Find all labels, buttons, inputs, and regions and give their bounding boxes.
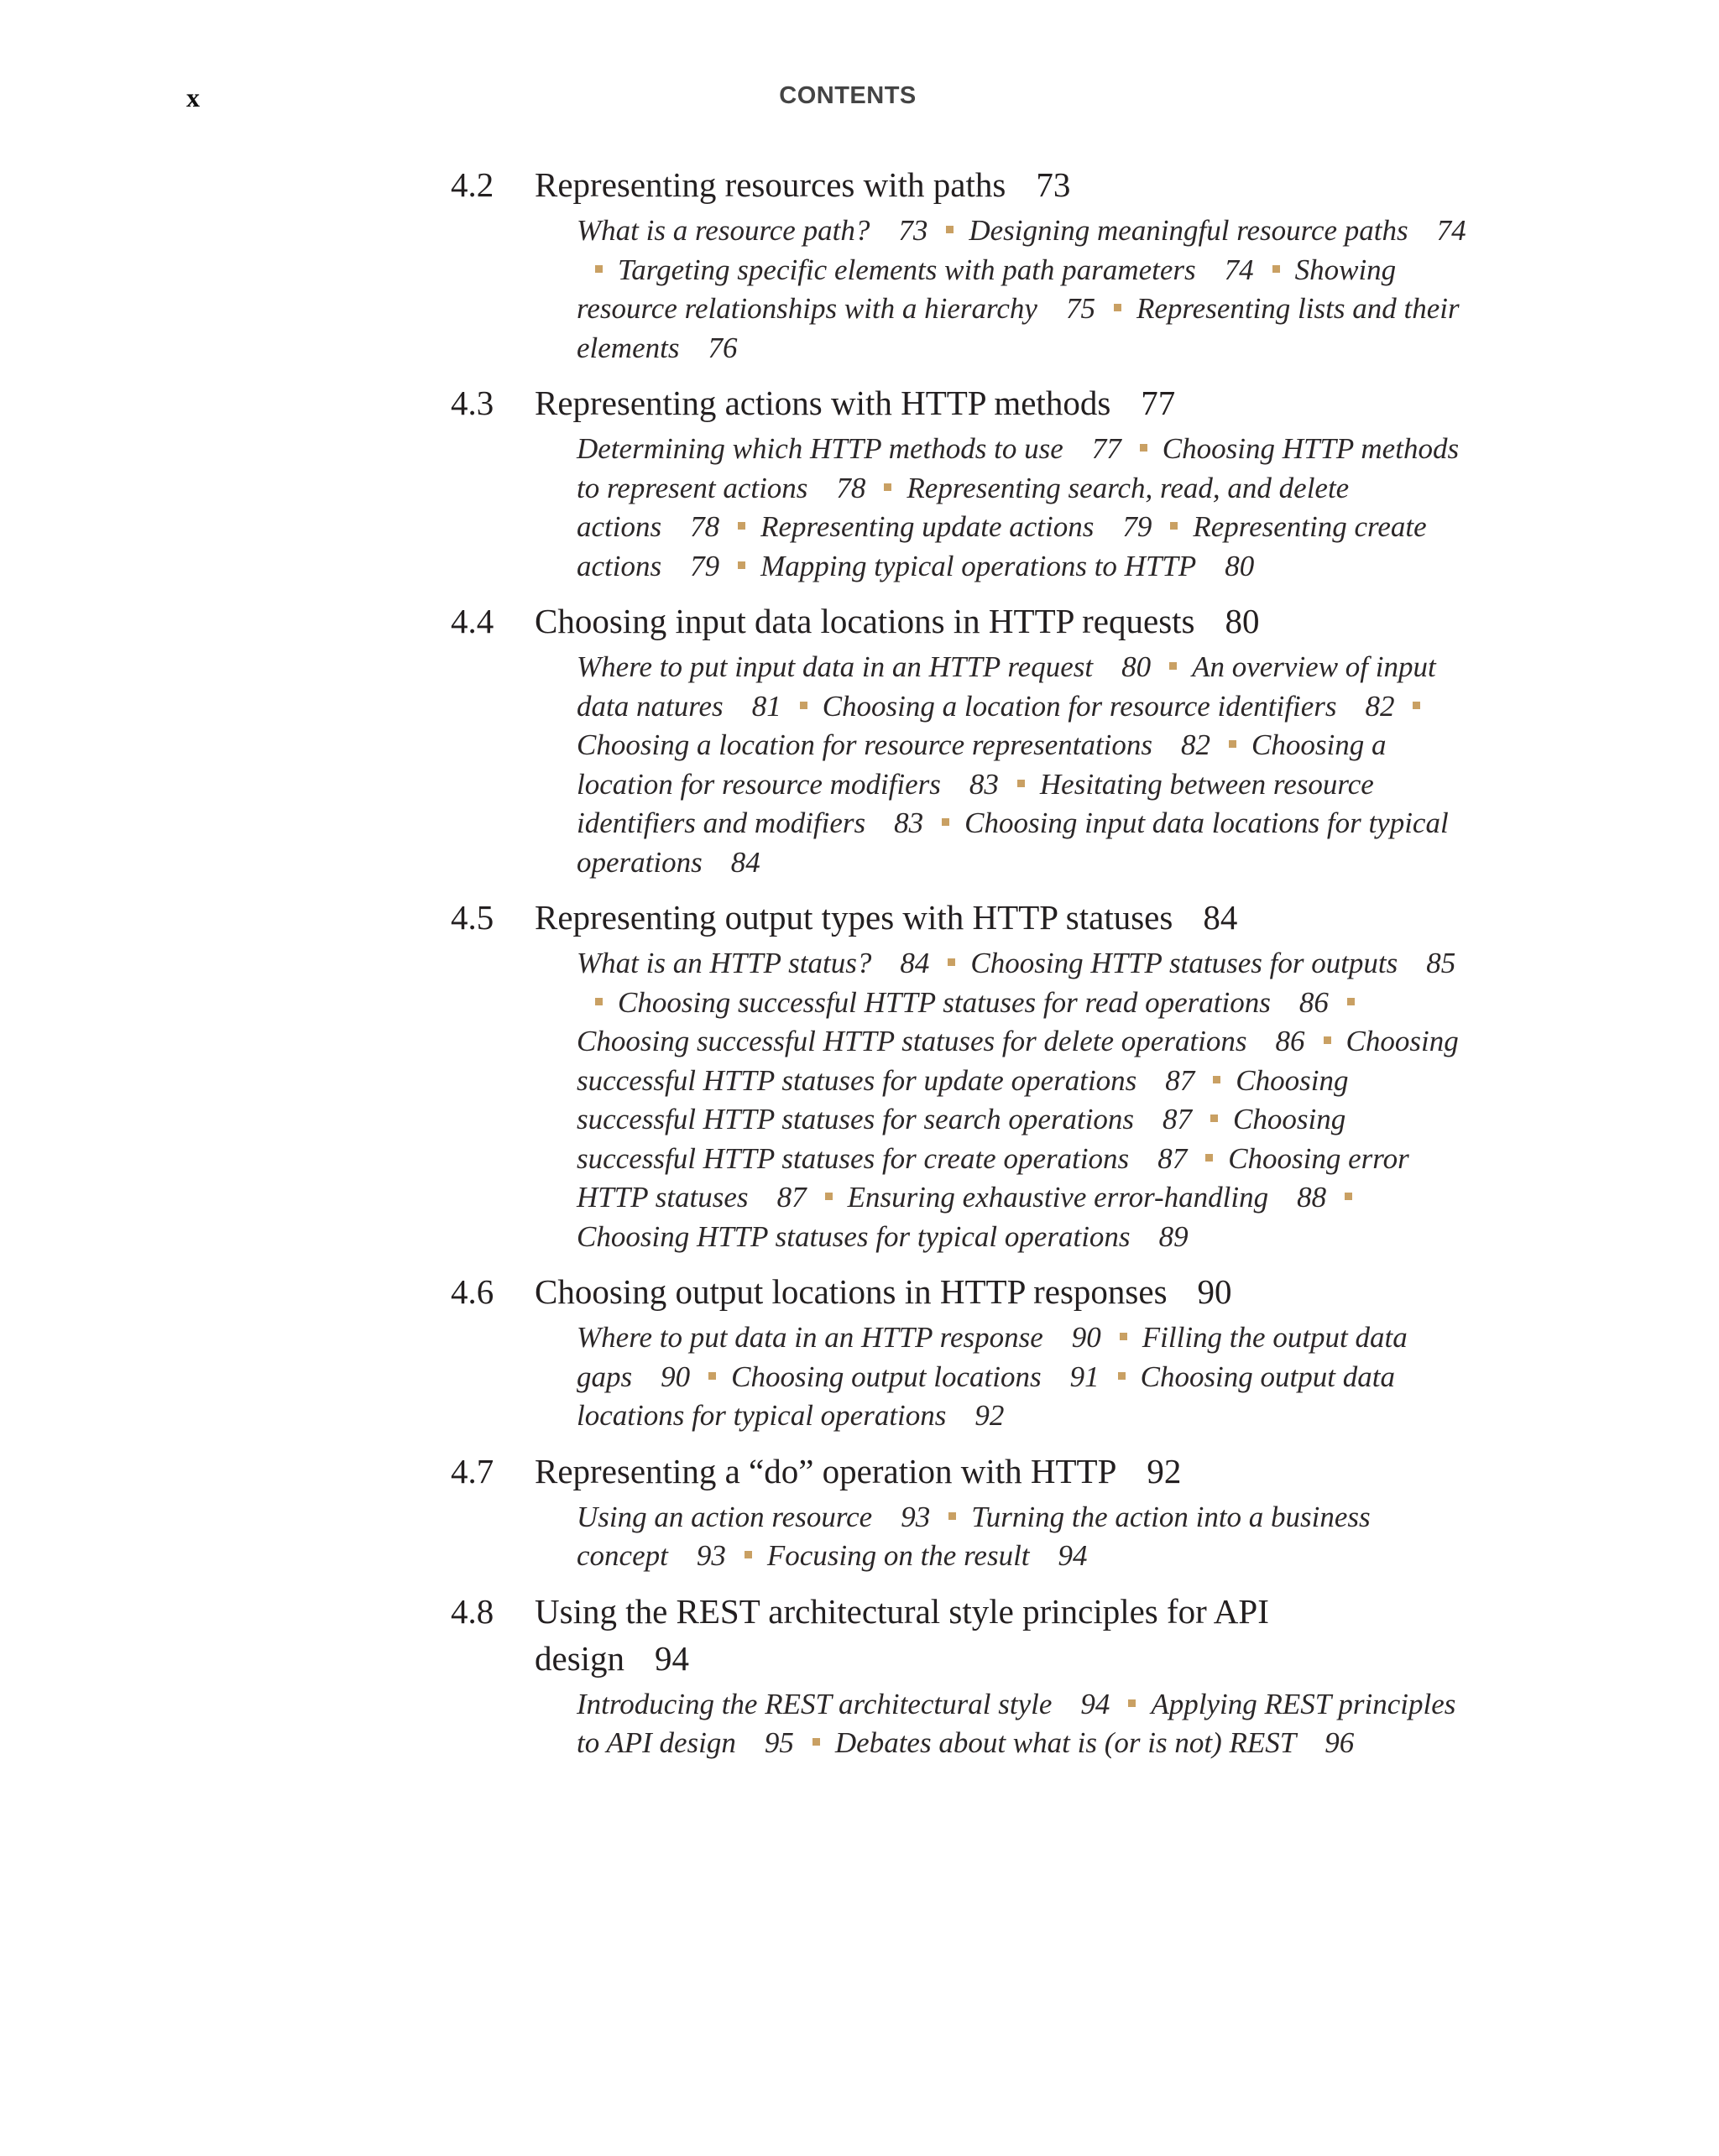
subsection-page-number: 80 xyxy=(1225,549,1255,582)
section-title: Representing output types with HTTP statuses xyxy=(535,898,1173,937)
section-heading[interactable] xyxy=(451,1268,1534,1315)
subsection-entry[interactable] xyxy=(577,432,1121,465)
subsection-title: Choosing HTTP statuses for typical operations xyxy=(577,1219,1131,1253)
subsection-entry[interactable] xyxy=(760,550,1254,582)
subsection-page-number: 81 xyxy=(751,689,781,723)
subsection-page-number: 94 xyxy=(1058,1539,1088,1572)
section-page-number: 90 xyxy=(1197,1272,1232,1311)
subsection-page-number: 84 xyxy=(730,845,760,879)
subsection-title: Representing search, read, and delete actions xyxy=(577,471,1350,543)
subsection-page-number: 89 xyxy=(1158,1219,1189,1253)
square-bullet-icon xyxy=(595,265,603,273)
subsection-page-number: 87 xyxy=(1157,1141,1188,1175)
subsection-page-number: 87 xyxy=(1163,1103,1193,1135)
square-bullet-icon xyxy=(1324,1036,1331,1044)
subsection-entry[interactable] xyxy=(731,1360,1099,1393)
subsection-page-number: 78 xyxy=(690,510,720,543)
subsection-page-number: 82 xyxy=(1181,728,1211,761)
subsection-entry[interactable] xyxy=(577,650,1151,683)
square-bullet-icon xyxy=(1114,304,1121,311)
subsection-list xyxy=(577,1498,1466,1576)
subsection-entry[interactable] xyxy=(577,1025,1305,1057)
subsection-title: Ensuring exhaustive error-handling xyxy=(847,1181,1269,1214)
square-bullet-icon xyxy=(738,522,745,530)
subsection-page-number: 95 xyxy=(764,1726,794,1759)
toc-section xyxy=(451,161,1534,368)
subsection-entry[interactable] xyxy=(618,986,1329,1019)
subsection-entry[interactable] xyxy=(823,690,1395,723)
section-page-number: 73 xyxy=(1036,165,1071,204)
subsection-list xyxy=(577,648,1466,882)
toc-section xyxy=(451,1588,1534,1763)
subsection-title: Using an action resource xyxy=(577,1500,873,1533)
toc-section xyxy=(451,598,1534,882)
square-bullet-icon xyxy=(1205,1154,1213,1162)
subsection-entry[interactable] xyxy=(577,214,927,247)
subsection-entry[interactable] xyxy=(577,1220,1189,1253)
subsection-page-number: 75 xyxy=(1065,292,1095,325)
subsection-title: An overview of input data natures xyxy=(577,650,1436,723)
subsection-title: Where to put data in an HTTP response xyxy=(577,1321,1043,1354)
subsection-title: What is an HTTP status? xyxy=(577,947,872,979)
square-bullet-icon xyxy=(1272,265,1280,273)
subsection-page-number: 87 xyxy=(776,1181,807,1214)
subsection-page-number: 96 xyxy=(1325,1726,1355,1759)
section-heading[interactable] xyxy=(451,894,1534,941)
subsection-page-number: 92 xyxy=(974,1399,1005,1432)
subsection-list xyxy=(577,1685,1466,1763)
square-bullet-icon xyxy=(1213,1076,1220,1083)
square-bullet-icon xyxy=(800,702,807,709)
section-page-number: 77 xyxy=(1141,384,1176,422)
subsection-title: Filling the output data gaps xyxy=(577,1321,1408,1393)
section-number: 4.7 xyxy=(451,1451,494,1490)
subsection-entry[interactable] xyxy=(577,1501,930,1533)
subsection-title: Choosing output locations xyxy=(731,1360,1042,1393)
subsection-title: Choosing a location for resource identifiers xyxy=(822,689,1337,723)
subsection-entry[interactable] xyxy=(577,1688,1110,1720)
subsection-page-number: 80 xyxy=(1121,650,1152,683)
square-bullet-icon xyxy=(884,483,891,491)
subsection-page-number: 91 xyxy=(1069,1360,1100,1393)
section-title: Representing resources with paths xyxy=(535,165,1006,204)
square-bullet-icon xyxy=(1347,998,1355,1005)
section-page-number: 94 xyxy=(655,1638,690,1678)
table-of-contents xyxy=(451,161,1534,1775)
subsection-title: Introducing the REST architectural style xyxy=(577,1687,1053,1720)
subsection-title: Choosing a location for resource representations xyxy=(577,728,1153,761)
subsection-list xyxy=(577,430,1466,586)
subsection-page-number: 90 xyxy=(1071,1321,1101,1354)
subsection-entry[interactable] xyxy=(835,1726,1354,1759)
square-bullet-icon xyxy=(942,818,949,826)
page-number: x xyxy=(186,82,200,112)
section-title: Using the REST architectural style principles for API design xyxy=(535,1591,1269,1678)
subsection-title: Determining which HTTP methods to use xyxy=(577,432,1063,465)
section-title-line xyxy=(535,161,1070,208)
subsection-title: Choosing output data locations for typical operations xyxy=(577,1360,1395,1432)
square-bullet-icon xyxy=(595,998,603,1005)
subsection-title: Choosing successful HTTP statuses for update operations xyxy=(577,1025,1459,1097)
subsection-entry[interactable] xyxy=(577,728,1210,761)
subsection-title: Representing lists and their elements xyxy=(577,292,1460,364)
section-number: 4.2 xyxy=(451,165,494,204)
square-bullet-icon xyxy=(1210,1115,1218,1122)
subsection-title: Choosing a location for resource modifiers xyxy=(577,728,1387,801)
section-title-line xyxy=(535,894,1237,941)
subsection-page-number: 84 xyxy=(900,947,930,979)
toc-section xyxy=(451,379,1534,586)
subsection-entry[interactable] xyxy=(618,253,1254,286)
section-heading[interactable] xyxy=(451,379,1534,426)
subsection-page-number: 77 xyxy=(1091,432,1121,465)
subsection-page-number: 90 xyxy=(661,1360,691,1393)
square-bullet-icon xyxy=(1413,702,1420,709)
subsection-title: Mapping typical operations to HTTP xyxy=(760,549,1197,582)
section-number: 4.3 xyxy=(451,384,494,422)
subsection-page-number: 79 xyxy=(1122,510,1152,543)
section-heading[interactable] xyxy=(451,1448,1534,1495)
subsection-entry[interactable] xyxy=(767,1539,1088,1572)
section-title-line xyxy=(535,1588,1340,1682)
square-bullet-icon xyxy=(1140,444,1147,452)
subsection-entry[interactable] xyxy=(577,947,929,979)
subsection-title: Targeting specific elements with path parameters xyxy=(618,253,1196,286)
section-number: 4.8 xyxy=(451,1591,494,1631)
subsection-entry[interactable] xyxy=(970,947,1455,979)
subsection-page-number: 74 xyxy=(1224,253,1254,286)
subsection-list xyxy=(577,944,1466,1256)
section-page-number: 92 xyxy=(1147,1451,1182,1490)
subsection-list xyxy=(577,1318,1466,1436)
subsection-title: Designing meaningful resource paths xyxy=(969,214,1408,247)
subsection-page-number: 87 xyxy=(1165,1063,1195,1097)
subsection-page-number: 79 xyxy=(690,549,720,582)
square-bullet-icon xyxy=(1128,1699,1136,1707)
subsection-page-number: 88 xyxy=(1297,1181,1327,1214)
subsection-title: Hesitating between resource identifiers and modifiers xyxy=(577,767,1374,839)
section-heading[interactable] xyxy=(451,1588,1534,1682)
section-title: Choosing input data locations in HTTP requests xyxy=(535,602,1195,640)
square-bullet-icon xyxy=(1229,740,1236,748)
toc-section xyxy=(451,1268,1534,1436)
square-bullet-icon xyxy=(1017,780,1025,787)
subsection-page-number: 82 xyxy=(1365,689,1395,723)
subsection-page-number: 73 xyxy=(898,214,928,247)
square-bullet-icon xyxy=(812,1738,820,1746)
section-heading[interactable] xyxy=(451,598,1534,645)
square-bullet-icon xyxy=(946,226,954,233)
subsection-title: What is a resource path? xyxy=(577,214,870,247)
subsection-title: Debates about what is (or is not) REST xyxy=(834,1726,1297,1759)
subsection-title: Turning the action into a business concept xyxy=(577,1500,1371,1572)
subsection-page-number: 83 xyxy=(969,767,999,801)
square-bullet-icon xyxy=(825,1193,833,1200)
subsection-page-number: 83 xyxy=(894,807,924,839)
subsection-title: Choosing successful HTTP statuses for create operations xyxy=(577,1103,1346,1175)
subsection-title: Choosing input data locations for typical operations xyxy=(577,807,1449,879)
subsection-title: Showing resource relationships with a hierarchy xyxy=(577,253,1397,325)
square-bullet-icon xyxy=(738,561,745,569)
square-bullet-icon xyxy=(1169,662,1177,670)
toc-section xyxy=(451,1448,1534,1576)
square-bullet-icon xyxy=(1118,1372,1126,1380)
square-bullet-icon xyxy=(948,958,955,966)
subsection-title: Where to put input data in an HTTP request xyxy=(577,650,1094,683)
square-bullet-icon xyxy=(1345,1193,1352,1200)
subsection-entry[interactable] xyxy=(760,510,1152,543)
subsection-page-number: 74 xyxy=(1436,214,1466,247)
section-number: 4.5 xyxy=(451,898,494,937)
subsection-entry[interactable] xyxy=(969,214,1466,247)
subsection-title: Applying REST principles to API design xyxy=(577,1687,1456,1759)
section-title-line xyxy=(535,1268,1232,1315)
subsection-title: Choosing successful HTTP statuses for delete operations xyxy=(577,1025,1247,1057)
subsection-page-number: 86 xyxy=(1275,1025,1305,1057)
section-number: 4.4 xyxy=(451,602,494,640)
section-page-number: 84 xyxy=(1203,898,1238,937)
square-bullet-icon xyxy=(1120,1333,1127,1340)
subsection-title: Focusing on the result xyxy=(766,1539,1030,1572)
section-heading[interactable] xyxy=(451,161,1534,208)
subsection-page-number: 93 xyxy=(696,1539,726,1572)
section-title-line xyxy=(535,379,1175,426)
subsection-title: Choosing HTTP methods to represent actions xyxy=(577,432,1460,504)
section-title-line xyxy=(535,1448,1181,1495)
subsection-page-number: 85 xyxy=(1426,947,1456,979)
subsection-title: Representing create actions xyxy=(577,510,1427,582)
section-number: 4.6 xyxy=(451,1272,494,1311)
subsection-entry[interactable] xyxy=(577,1321,1101,1354)
subsection-title: Choosing error HTTP statuses xyxy=(577,1141,1409,1214)
running-head: CONTENTS xyxy=(779,82,917,109)
subsection-entry[interactable] xyxy=(848,1181,1327,1214)
subsection-page-number: 93 xyxy=(901,1500,931,1533)
subsection-title: Choosing successful HTTP statuses for read operations xyxy=(618,985,1271,1019)
subsection-title: Representing update actions xyxy=(760,510,1095,543)
section-title: Representing a “do” operation with HTTP xyxy=(535,1451,1117,1490)
section-title-line xyxy=(535,598,1260,645)
square-bullet-icon xyxy=(708,1372,716,1380)
section-title: Choosing output locations in HTTP responses xyxy=(535,1272,1168,1311)
subsection-title: Choosing HTTP statuses for outputs xyxy=(970,947,1398,979)
subsection-page-number: 94 xyxy=(1080,1687,1110,1720)
toc-section xyxy=(451,894,1534,1256)
section-page-number: 80 xyxy=(1225,602,1260,640)
section-title: Representing actions with HTTP methods xyxy=(535,384,1111,422)
subsection-page-number: 78 xyxy=(836,471,866,504)
square-bullet-icon xyxy=(1170,522,1178,530)
square-bullet-icon xyxy=(745,1551,752,1558)
subsection-title: Choosing successful HTTP statuses for search operations xyxy=(577,1063,1349,1135)
subsection-page-number: 76 xyxy=(708,331,738,364)
subsection-list xyxy=(577,211,1466,368)
square-bullet-icon xyxy=(948,1512,956,1520)
subsection-page-number: 86 xyxy=(1298,985,1329,1019)
